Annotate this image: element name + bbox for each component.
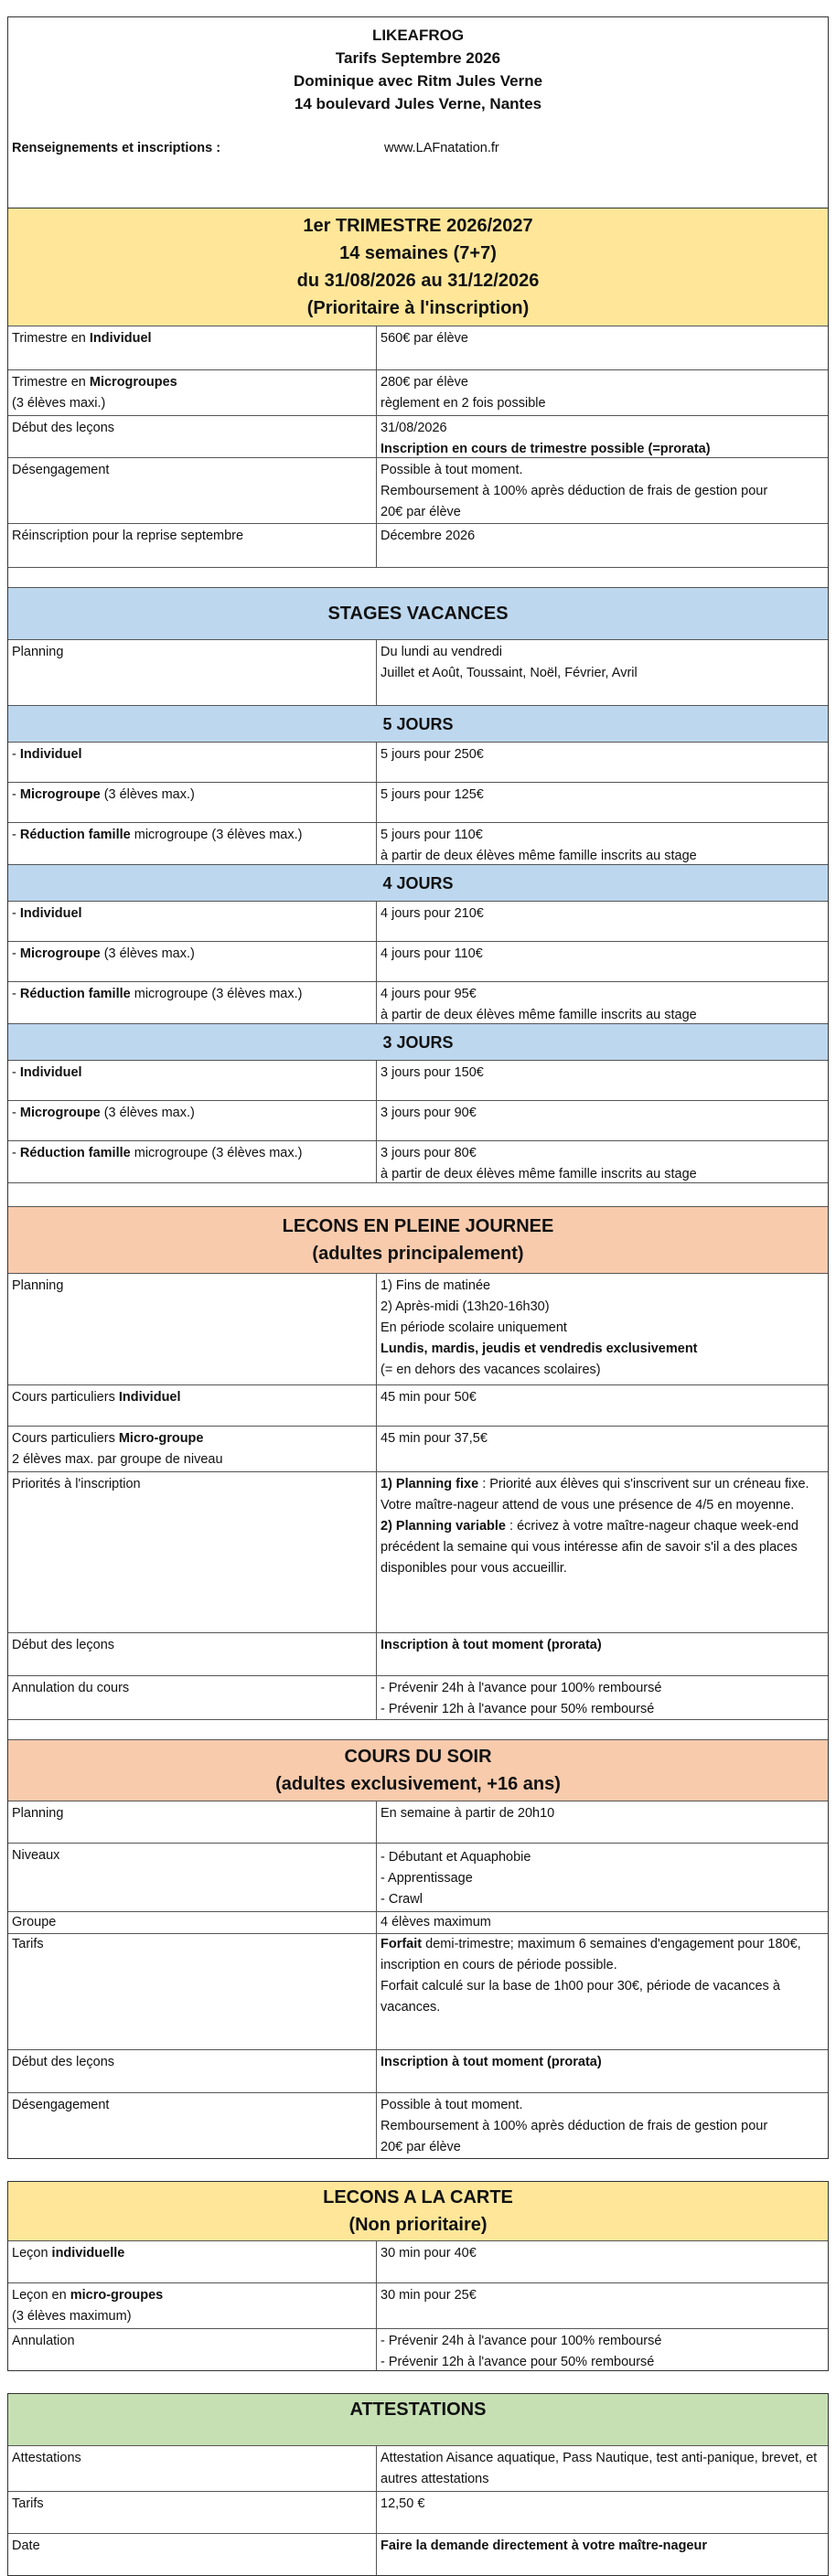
row-label: - Individuel xyxy=(8,743,377,782)
table-row xyxy=(8,415,828,457)
table-row xyxy=(8,941,828,981)
row-value: 4 jours pour 210€ xyxy=(380,906,484,921)
attestations-title: ATTESTATIONS xyxy=(349,2400,487,2420)
row-label: - Individuel xyxy=(8,1061,377,1100)
row-label: - Microgroupe (3 élèves max.) xyxy=(8,783,377,822)
contact-label: Renseignements et inscriptions : xyxy=(12,141,221,155)
row-value: - Débutant et Aquaphobie - Apprentissage - Crawl xyxy=(380,1850,531,1907)
row-label: Début des leçons xyxy=(8,2050,377,2092)
row-label: Désengagement xyxy=(8,2093,377,2158)
row-value: 4 jours pour 95€ à partir de deux élèves même famille inscrits au stage xyxy=(380,987,697,1022)
row-label: Leçon en micro-groupes (3 élèves maximum) xyxy=(8,2283,377,2328)
row-value: 5 jours pour 110€ à partir de deux élèves même famille inscrits au stage xyxy=(380,828,697,863)
row-value: 560€ par élève xyxy=(380,331,468,346)
table-row xyxy=(8,2240,828,2282)
row-label: Trimestre en Individuel xyxy=(8,326,377,369)
table-row xyxy=(8,782,828,822)
table-row xyxy=(8,742,828,782)
row-value: 3 jours pour 80€ à partir de deux élèves même famille inscrits au stage xyxy=(380,1146,697,1181)
trimestre-title: 1er TRIMESTRE 2026/2027 xyxy=(303,216,533,236)
carte-title: LECONS A LA CARTE xyxy=(323,2187,513,2207)
section-gap xyxy=(7,2371,829,2393)
tarifs-subtitle: Tarifs Septembre 2026 xyxy=(335,49,501,67)
trimestre-weeks: 14 semaines (7+7) xyxy=(339,243,497,263)
row-value: Inscription à tout moment (prorata) xyxy=(380,2055,602,2069)
website-link[interactable]: www.LAFnatation.fr xyxy=(384,141,499,155)
row-value: En semaine à partir de 20h10 xyxy=(380,1806,555,1821)
carte-header xyxy=(8,2182,828,2240)
table-row xyxy=(8,901,828,941)
carte-section xyxy=(7,2181,829,2371)
carte-subtitle: (Non prioritaire) xyxy=(348,2215,488,2235)
row-value: 5 jours pour 250€ xyxy=(380,747,484,762)
row-value: 31/08/2026 Inscription en cours de trimestre possible (=prorata) xyxy=(380,421,711,456)
table-row xyxy=(8,1933,828,2049)
row-value: Décembre 2026 xyxy=(380,529,476,543)
row-value: 4 élèves maximum xyxy=(380,1915,491,1929)
table-row xyxy=(8,2533,828,2575)
row-label: Trimestre en Microgroupes (3 élèves maxi.) xyxy=(8,370,377,415)
row-label: Leçon individuelle xyxy=(8,2241,377,2282)
row-label: - Individuel xyxy=(8,902,377,941)
row-label: - Microgroupe (3 élèves max.) xyxy=(8,1101,377,1140)
trimestre-header xyxy=(8,208,828,326)
table-row xyxy=(8,2092,828,2158)
row-value: 1) Planning fixe : Priorité aux élèves qui s'inscrivent sur un créneau fixe. Votre maître-nageur attend de vous une présence de 4/5 en moyenne. 2) Planning variable : écrivez à votre maître-nageur chaque week-end précédent la semaine qui vous intéresse afin de savoir s'il a des places disponibles pour vous accueillir. xyxy=(380,1477,809,1576)
table-row xyxy=(8,2282,828,2328)
contact-row xyxy=(8,115,828,176)
spacer-row xyxy=(8,1182,828,1206)
address: 14 boulevard Jules Verne, Nantes xyxy=(294,95,542,112)
row-label: - Microgroupe (3 élèves max.) xyxy=(8,942,377,981)
row-value: 4 jours pour 110€ xyxy=(380,946,483,961)
table-row xyxy=(8,326,828,369)
row-value: 280€ par élève règlement en 2 fois possible xyxy=(380,375,546,411)
row-label: - Réduction famille microgroupe (3 élèves max.) xyxy=(8,982,377,1023)
stages-title: STAGES VACANCES xyxy=(327,604,509,624)
stage-4-jours-header: 4 JOURS xyxy=(8,864,828,901)
section-gap xyxy=(7,2159,829,2181)
row-label: Priorités à l'inscription xyxy=(8,1472,377,1632)
table-row xyxy=(8,369,828,415)
row-value: 45 min pour 37,5€ xyxy=(380,1431,488,1446)
table-row xyxy=(8,1911,828,1933)
row-label: Tarifs xyxy=(8,2492,377,2533)
row-value: 3 jours pour 90€ xyxy=(380,1106,477,1120)
row-label: Planning xyxy=(8,1801,377,1843)
table-row xyxy=(8,1060,828,1100)
journee-header xyxy=(8,1206,828,1273)
row-label: Planning xyxy=(8,640,377,705)
row-value: 1) Fins de matinée 2) Après-midi (13h20-16h30) En période scolaire uniquement Lundis, mardis, jeudis et vendredis exclusivement (= en dehors des vacances scolaires) xyxy=(380,1278,698,1377)
table-row xyxy=(8,1140,828,1182)
row-value: Possible à tout moment. Remboursement à 100% après déduction de frais de gestion pour 20€ par élève xyxy=(380,2098,768,2154)
row-label: Date xyxy=(8,2534,377,2575)
row-label: Attestations xyxy=(8,2446,377,2491)
table-row xyxy=(8,1675,828,1719)
row-label: Début des leçons xyxy=(8,416,377,457)
row-value: Faire la demande directement à votre maître-nageur xyxy=(380,2539,707,2553)
table-row xyxy=(8,1801,828,1843)
row-label: Niveaux xyxy=(8,1844,377,1911)
attestations-header xyxy=(8,2394,828,2445)
table-row xyxy=(8,639,828,705)
row-label: Annulation xyxy=(8,2329,377,2370)
coach-line: Dominique avec Ritm Jules Verne xyxy=(293,72,543,90)
row-label: Annulation du cours xyxy=(8,1676,377,1719)
row-value: Forfait demi-trimestre; maximum 6 semaines d'engagement pour 180€, inscription en cours de période possible. Forfait calculé sur la base de 1h00 pour 30€, période de vacances à vacances. xyxy=(380,1937,801,2015)
row-value: 30 min pour 40€ xyxy=(380,2246,477,2261)
spacer-row xyxy=(8,567,828,587)
table-row xyxy=(8,2491,828,2533)
soir-title: COURS DU SOIR xyxy=(344,1747,492,1767)
stage-5-jours-header: 5 JOURS xyxy=(8,705,828,742)
trimestre-dates: du 31/08/2026 au 31/12/2026 xyxy=(296,271,540,291)
header-block xyxy=(7,16,829,208)
table-row xyxy=(8,2049,828,2092)
row-value: Inscription à tout moment (prorata) xyxy=(380,1638,602,1652)
table-row xyxy=(8,1426,828,1471)
row-value: Du lundi au vendredi Juillet et Août, Toussaint, Noël, Février, Avril xyxy=(380,645,638,680)
table-row xyxy=(8,2328,828,2370)
row-value: 45 min pour 50€ xyxy=(380,1390,477,1405)
table-row xyxy=(8,1273,828,1384)
table-row xyxy=(8,523,828,567)
table-row xyxy=(8,1843,828,1911)
row-label: Planning xyxy=(8,1274,377,1384)
table-row xyxy=(8,2445,828,2491)
row-label: Début des leçons xyxy=(8,1633,377,1675)
trimestre-section xyxy=(7,208,829,2159)
stage-3-jours-header: 3 JOURS xyxy=(8,1023,828,1060)
attestations-section xyxy=(7,2393,829,2576)
stages-header xyxy=(8,587,828,639)
row-value: Possible à tout moment. Remboursement à 100% après déduction de frais de gestion pour 20€ par élève xyxy=(380,463,768,519)
row-label: Groupe xyxy=(8,1912,377,1933)
table-row xyxy=(8,1384,828,1426)
table-row xyxy=(8,1471,828,1632)
row-value: - Prévenir 24h à l'avance pour 100% remboursé - Prévenir 12h à l'avance pour 50% remboursé xyxy=(380,2334,662,2369)
journee-title: LECONS EN PLEINE JOURNEE xyxy=(282,1216,554,1236)
org-name: LIKEAFROG xyxy=(371,27,465,44)
row-label: Cours particuliers Individuel xyxy=(8,1385,377,1426)
table-row xyxy=(8,981,828,1023)
row-value: 30 min pour 25€ xyxy=(380,2288,477,2303)
row-label: Désengagement xyxy=(8,458,377,523)
row-value: 3 jours pour 150€ xyxy=(380,1065,484,1080)
soir-header xyxy=(8,1739,828,1801)
soir-subtitle: (adultes exclusivement, +16 ans) xyxy=(275,1774,561,1794)
spacer-row xyxy=(8,1719,828,1739)
row-label: - Réduction famille microgroupe (3 élèves max.) xyxy=(8,823,377,864)
row-value: 5 jours pour 125€ xyxy=(380,787,484,802)
row-label: Tarifs xyxy=(8,1934,377,2049)
row-value: - Prévenir 24h à l'avance pour 100% remboursé - Prévenir 12h à l'avance pour 50% remboursé xyxy=(380,1681,662,1716)
journee-subtitle: (adultes principalement) xyxy=(312,1244,524,1264)
row-label: Cours particuliers Micro-groupe 2 élèves max. par groupe de niveau xyxy=(8,1427,377,1471)
table-row xyxy=(8,822,828,864)
row-value: Attestation Aisance aquatique, Pass Nautique, test anti-panique, brevet, et autres attestations xyxy=(380,2451,818,2486)
table-row xyxy=(8,457,828,523)
page-title xyxy=(8,17,828,115)
row-value: 12,50 € xyxy=(380,2496,425,2511)
table-row xyxy=(8,1632,828,1675)
trimestre-priority: (Prioritaire à l'inscription) xyxy=(306,298,530,318)
row-label: - Réduction famille microgroupe (3 élèves max.) xyxy=(8,1141,377,1182)
row-label: Réinscription pour la reprise septembre xyxy=(8,524,377,567)
table-row xyxy=(8,1100,828,1140)
